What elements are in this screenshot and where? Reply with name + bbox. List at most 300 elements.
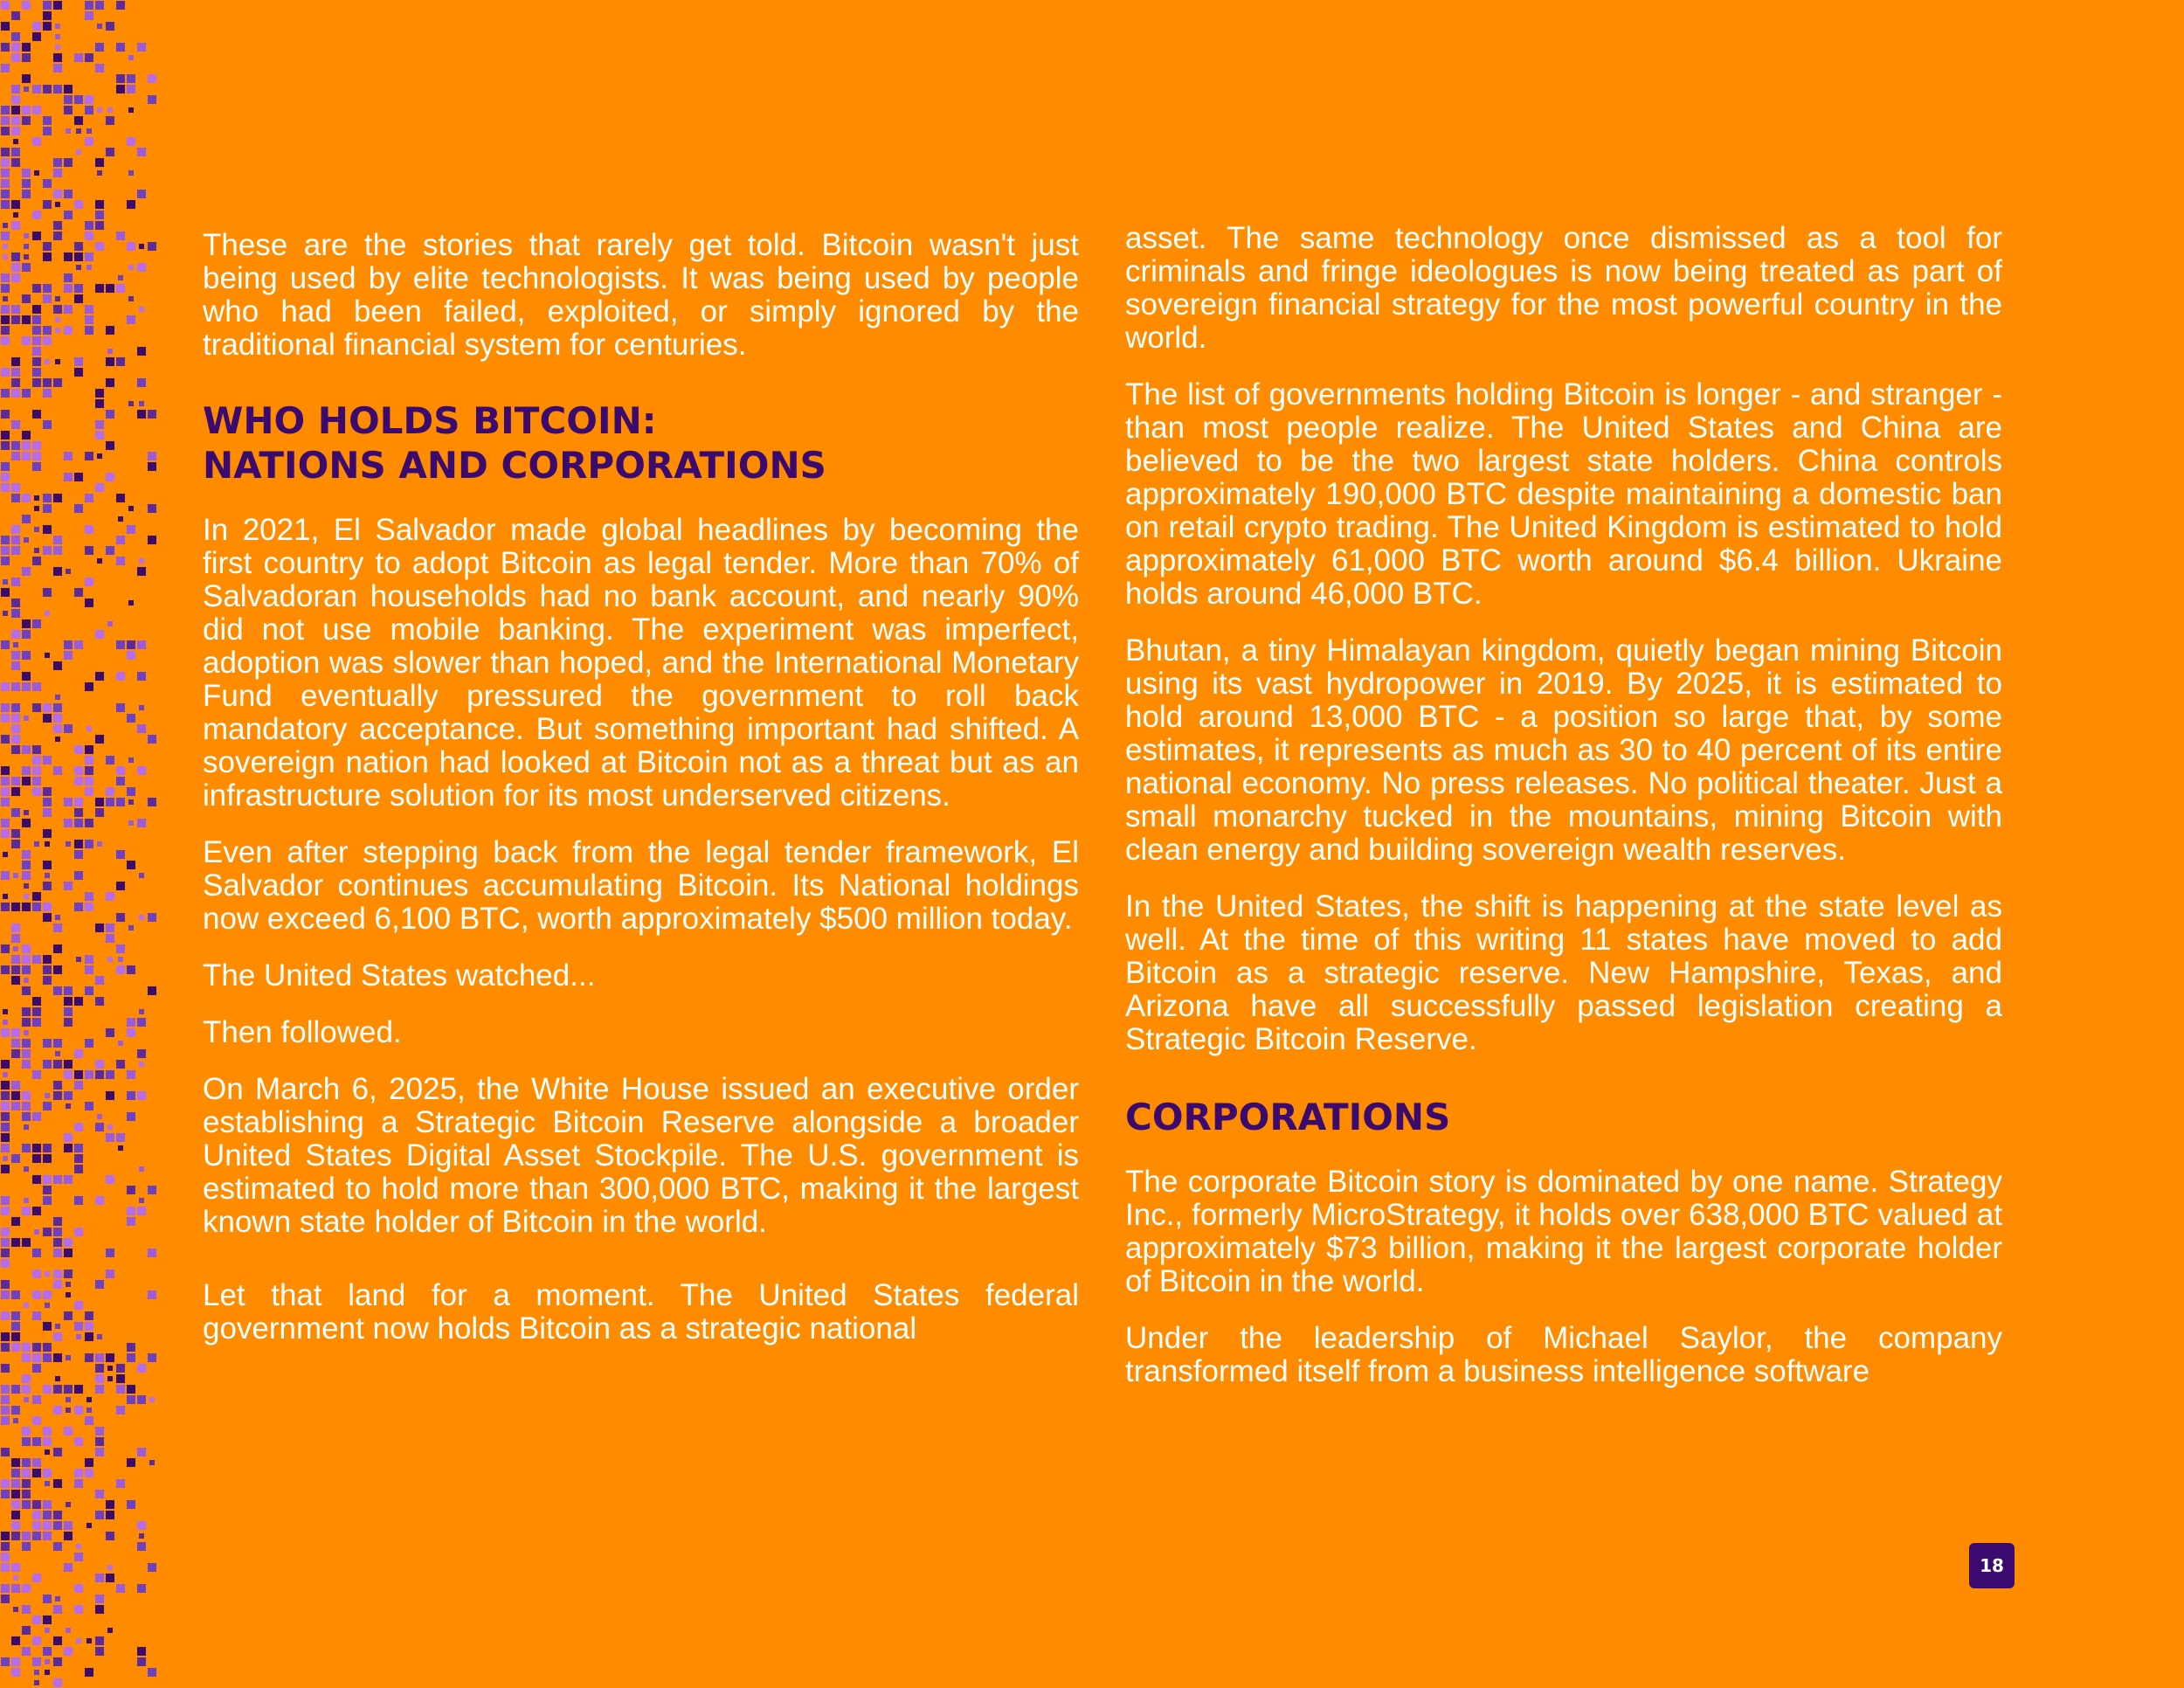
pixel-square <box>43 861 52 869</box>
pixel-square <box>45 1628 50 1633</box>
pixel-square <box>1 43 10 52</box>
pixel-square <box>148 913 156 922</box>
pixel-square <box>137 148 146 156</box>
pixel-square <box>76 1638 81 1643</box>
pixel-square <box>13 873 18 878</box>
pixel-square <box>148 95 156 104</box>
pixel-square <box>74 95 83 104</box>
pixel-square <box>127 714 135 723</box>
pixel-square <box>34 1229 39 1235</box>
pixel-square <box>32 997 41 1006</box>
pixel-square <box>137 263 146 272</box>
pixel-square <box>95 1605 104 1614</box>
pixel-square <box>64 1007 73 1016</box>
pixel-square <box>95 221 104 230</box>
pixel-square <box>32 368 41 377</box>
pixel-square <box>53 1479 62 1488</box>
pixel-square <box>11 1102 20 1110</box>
pixel-square <box>13 139 18 144</box>
pixel-square <box>1 1 10 10</box>
pixel-square <box>43 1343 52 1352</box>
pixel-square <box>11 829 20 838</box>
pixel-square <box>45 359 50 364</box>
pixel-square <box>76 1544 81 1549</box>
pixel-square <box>22 1102 31 1110</box>
pixel-square <box>86 1408 92 1413</box>
pixel-square <box>127 315 135 324</box>
pixel-square <box>137 1207 146 1215</box>
pixel-square <box>106 284 114 293</box>
pixel-square <box>45 653 50 658</box>
pixel-square <box>64 273 73 282</box>
pixel-square <box>11 1039 20 1048</box>
paragraph-el-salvador: In 2021, El Salvador made global headlines by becoming the first country to adopt Bitcoin as legal tender. More than 70% of Salvadoran households had no bank account, and nearly 90% did not use mobile banking. The experiment was imperfect, adoption was slower than hoped, and the International Monetary Fund eventually pressured the government to roll back mandatory acceptance. But something important had shifted. A sovereign nation had looked at Bitcoin not as a threat but as an infrastructure solution for its most underserved citizens. <box>203 513 1079 813</box>
pixel-square <box>43 253 52 261</box>
pixel-square <box>116 85 125 93</box>
pixel-square <box>137 724 146 733</box>
pixel-square <box>45 611 50 616</box>
pixel-square <box>148 1186 156 1194</box>
pixel-square <box>1 819 10 827</box>
pixel-square <box>32 441 41 450</box>
pixel-square <box>43 494 52 502</box>
pixel-square <box>53 378 62 387</box>
pixel-square <box>1 1332 10 1341</box>
pixel-square <box>53 1175 62 1184</box>
pixel-square <box>22 179 31 188</box>
pixel-square <box>137 1542 146 1551</box>
pixel-square <box>34 506 39 511</box>
pixel-square <box>3 296 8 301</box>
pixel-square <box>137 1647 146 1656</box>
pixel-square <box>22 53 31 62</box>
pixel-square <box>85 305 93 314</box>
pixel-square <box>32 787 41 796</box>
pixel-square <box>13 212 18 218</box>
pixel-square <box>43 1102 52 1110</box>
pixel-square <box>1 557 10 565</box>
pixel-square <box>22 1207 31 1215</box>
pixel-square <box>97 24 102 29</box>
pixel-square <box>32 1437 41 1446</box>
pixel-square <box>74 819 83 827</box>
pixel-square <box>11 1469 20 1477</box>
pixel-square <box>137 378 146 387</box>
pixel-square <box>1 1532 10 1540</box>
pixel-square <box>32 1249 41 1257</box>
pixel-square <box>1 169 10 177</box>
pixel-square <box>66 1103 71 1109</box>
pixel-square <box>43 703 52 712</box>
pixel-square <box>11 840 20 848</box>
pixel-square <box>118 1145 123 1151</box>
pixel-square <box>43 1385 52 1394</box>
pixel-square <box>11 1238 20 1247</box>
pixel-square <box>22 682 31 691</box>
pixel-square <box>64 1175 73 1184</box>
pixel-square <box>53 169 62 177</box>
pixel-square <box>1 368 10 377</box>
pixel-square <box>74 766 83 775</box>
pixel-square <box>11 1290 20 1299</box>
pixel-square <box>95 284 104 293</box>
pixel-square <box>148 74 156 83</box>
pixel-square <box>85 106 93 114</box>
pixel-square <box>11 221 20 230</box>
pixel-square <box>106 1574 114 1582</box>
pixel-square <box>85 1469 93 1477</box>
pixel-square <box>32 452 41 460</box>
pixel-square <box>11 924 20 932</box>
pixel-square <box>118 1041 123 1046</box>
pixel-square <box>116 1 125 10</box>
pixel-square <box>11 1081 20 1090</box>
pixel-square <box>13 1607 18 1612</box>
pixel-square <box>74 1437 83 1446</box>
pixel-square <box>43 85 52 93</box>
pixel-square <box>95 389 104 398</box>
pixel-square <box>95 1 104 10</box>
pixel-square <box>22 745 31 754</box>
pixel-square <box>11 53 20 62</box>
pixel-square <box>64 1133 73 1142</box>
pixel-square <box>85 326 93 335</box>
pixel-square <box>148 452 156 460</box>
pixel-square <box>32 326 41 335</box>
pixel-square <box>53 1448 62 1456</box>
pixel-square <box>64 724 73 733</box>
pixel-square <box>11 452 20 460</box>
pixel-square <box>64 651 73 660</box>
pixel-square <box>137 43 146 52</box>
pixel-square <box>148 504 156 513</box>
pixel-square <box>43 1228 52 1236</box>
pixel-square <box>22 955 31 964</box>
pixel-square <box>43 1290 52 1299</box>
pixel-square <box>74 1605 83 1614</box>
pixel-square <box>74 1049 83 1058</box>
pixel-square <box>1 1144 10 1152</box>
pixel-square <box>148 1249 156 1257</box>
pixel-square <box>22 1532 31 1540</box>
pixel-square <box>53 1 62 10</box>
pixel-square <box>32 745 41 754</box>
pixel-square <box>32 137 41 146</box>
pixel-square <box>137 190 146 198</box>
pixel-square <box>22 630 31 639</box>
pixel-square <box>32 756 41 764</box>
pixel-square <box>85 232 93 240</box>
pixel-square <box>32 305 41 314</box>
pixel-square <box>32 357 41 366</box>
pixel-square <box>74 1144 83 1152</box>
pixel-square <box>11 357 20 366</box>
pixel-square <box>127 1207 135 1215</box>
pixel-square <box>128 401 134 406</box>
pixel-square <box>76 128 81 134</box>
pixel-square <box>32 1458 41 1467</box>
pixel-square <box>64 1238 73 1247</box>
pixel-square <box>85 903 93 911</box>
pixel-square <box>127 1217 135 1226</box>
pixel-square <box>1 829 10 838</box>
pixel-square <box>1 410 10 419</box>
pixel-square <box>11 682 20 691</box>
pixel-square <box>76 1334 81 1339</box>
pixel-square <box>85 766 93 775</box>
pixel-square <box>22 494 31 502</box>
pixel-square <box>95 431 104 439</box>
pixel-square <box>74 1301 83 1310</box>
pixel-square <box>3 611 8 616</box>
pixel-square <box>55 1051 60 1056</box>
paragraph-us-states: In the United States, the shift is happening at the state level as well. At the time of this writing 11 states have moved to add Bitcoin as a strategic reserve. New Hampshire, Texas, and Arizona have all successfully passed legislation creating a Strategic Bitcoin Reserve. <box>1125 889 2002 1056</box>
pixel-square <box>85 986 93 995</box>
pixel-square <box>11 1500 20 1509</box>
pixel-square <box>127 787 135 796</box>
pixel-square <box>43 903 52 911</box>
pixel-square <box>1 1091 10 1100</box>
pixel-square <box>66 128 71 134</box>
pixel-square <box>32 682 41 691</box>
pixel-square <box>85 578 93 586</box>
pixel-square <box>11 389 20 398</box>
pixel-square <box>1 389 10 398</box>
pixel-square <box>43 808 52 817</box>
pixel-square <box>107 621 113 626</box>
pixel-square <box>11 1458 20 1467</box>
pixel-square <box>127 74 135 83</box>
pixel-square <box>1 1395 10 1404</box>
pixel-square <box>64 986 73 995</box>
pixel-square <box>106 410 114 419</box>
pixel-square <box>1 273 10 282</box>
pixel-square <box>22 619 31 628</box>
pixel-square <box>137 1395 146 1404</box>
pixel-square <box>22 777 31 785</box>
pixel-square <box>116 1133 125 1142</box>
pixel-square <box>22 116 31 125</box>
pixel-square <box>43 1144 52 1152</box>
pixel-square <box>74 253 83 261</box>
pixel-square <box>116 640 125 649</box>
pixel-square <box>53 1353 62 1362</box>
pixel-square <box>22 672 31 681</box>
pixel-square <box>95 735 104 744</box>
pixel-square <box>116 882 125 890</box>
pixel-square <box>95 158 104 167</box>
pixel-square <box>34 170 39 176</box>
pixel-square <box>116 965 125 974</box>
pixel-square <box>116 703 125 712</box>
pixel-square <box>137 1091 146 1100</box>
pixel-square <box>116 557 125 565</box>
pixel-square <box>11 735 20 744</box>
pixel-square <box>106 924 114 932</box>
pixel-square <box>32 766 41 775</box>
pixel-square <box>97 1114 102 1119</box>
pixel-square <box>127 1070 135 1079</box>
pixel-square <box>43 326 52 335</box>
pixel-square <box>32 1500 41 1509</box>
pixel-square <box>45 873 50 878</box>
pixel-square <box>11 1532 20 1540</box>
pixel-square <box>127 861 135 869</box>
pixel-square <box>11 1584 20 1593</box>
pixel-square <box>1 777 10 785</box>
paragraph-el-salvador-holdings: Even after stepping back from the legal tender framework, El Salvador continues accumulating Bitcoin. Its National holdings now exceed 6,100 BTC, worth approximately $500 million today. <box>203 835 1079 936</box>
pixel-square <box>11 1668 20 1677</box>
pixel-square <box>34 548 39 553</box>
pixel-square <box>53 1332 62 1341</box>
pixel-square <box>32 106 41 114</box>
pixel-square <box>74 840 83 848</box>
pixel-square <box>11 598 20 607</box>
pixel-square <box>137 410 146 419</box>
pixel-square <box>11 1311 20 1320</box>
pixel-square <box>32 315 41 324</box>
pixel-square <box>95 1437 104 1446</box>
pixel-square <box>128 600 134 605</box>
pixel-square <box>64 1532 73 1540</box>
pixel-square <box>32 1615 41 1624</box>
pixel-square <box>85 777 93 785</box>
pixel-square <box>11 1154 20 1163</box>
pixel-square <box>1 1385 10 1394</box>
pixel-square <box>32 1269 41 1278</box>
paragraph-governments-list: The list of governments holding Bitcoin is longer - and stranger - than most people realize. The United States and China are believed to be the two largest state holders. China controls approximately 190,000 BTC despite maintaining a domestic ban on retail crypto trading. The United Kingdom is estimated to hold approximately 61,000 BTC worth around $6.4 billion. Ukraine holds around 46,000 BTC. <box>1125 377 2002 611</box>
pixel-square <box>106 357 114 366</box>
pixel-square <box>95 1636 104 1645</box>
pixel-square <box>95 1123 104 1131</box>
pixel-square <box>24 978 29 983</box>
pixel-square <box>3 852 8 857</box>
pixel-square <box>1 787 10 796</box>
pixel-square <box>106 378 114 387</box>
pixel-square <box>1 315 10 324</box>
pixel-square <box>127 640 135 649</box>
pixel-square <box>64 305 73 314</box>
pixel-square <box>11 1521 20 1530</box>
pixel-square <box>32 1018 41 1027</box>
pixel-square <box>34 841 39 847</box>
pixel-square <box>53 1542 62 1551</box>
pixel-square <box>66 1282 71 1287</box>
pixel-square <box>85 745 93 754</box>
pixel-square <box>118 957 123 962</box>
pixel-square <box>74 294 83 303</box>
pixel-square <box>85 787 93 796</box>
pixel-square <box>55 695 60 700</box>
pixel-square <box>1 1238 10 1247</box>
pixel-square <box>53 305 62 314</box>
pixel-square <box>95 997 104 1006</box>
pixel-square <box>11 420 20 429</box>
pixel-square <box>85 819 93 827</box>
pixel-square <box>53 1249 62 1257</box>
right-column <box>1125 222 2002 1412</box>
pixel-square <box>127 1343 135 1352</box>
pixel-square <box>74 284 83 293</box>
pixel-square <box>74 997 83 1006</box>
pixel-square <box>43 504 52 513</box>
pixel-square <box>64 1018 73 1027</box>
pixel-square <box>53 567 62 576</box>
pixel-square <box>74 116 83 125</box>
pixel-square <box>1 640 10 649</box>
pixel-square <box>64 1647 73 1656</box>
pixel-square <box>43 389 52 398</box>
pixel-square <box>116 1060 125 1069</box>
pixel-square <box>95 211 104 219</box>
pixel-square <box>53 1636 62 1645</box>
pixel-square <box>53 986 62 995</box>
pixel-square <box>85 1322 93 1331</box>
pixel-square <box>1 1060 10 1069</box>
pixel-square <box>53 714 62 723</box>
pixel-square <box>107 1124 113 1130</box>
pixel-square <box>45 1449 50 1455</box>
pixel-square <box>106 148 114 156</box>
pixel-square <box>95 1490 104 1498</box>
pixel-square <box>149 1460 155 1465</box>
pixel-square <box>22 819 31 827</box>
pixel-square <box>32 1395 41 1404</box>
pixel-square <box>53 158 62 167</box>
pixel-square <box>43 1647 52 1656</box>
pixel-square <box>106 546 114 555</box>
pixel-square <box>22 1500 31 1509</box>
pixel-square <box>85 1102 93 1110</box>
pixel-square <box>97 107 102 113</box>
pixel-square <box>43 378 52 387</box>
pixel-square <box>55 317 60 322</box>
pixel-square <box>43 1500 52 1509</box>
pixel-square <box>43 1353 52 1362</box>
pixel-square <box>11 494 20 502</box>
pixel-square <box>64 882 73 890</box>
pixel-square <box>32 347 41 356</box>
pixel-square <box>11 1490 20 1498</box>
pixel-square <box>85 221 93 230</box>
pixel-square <box>139 915 144 920</box>
pixel-square <box>107 1565 113 1570</box>
pixel-square <box>13 642 18 647</box>
pixel-square <box>45 1481 50 1486</box>
pixel-square <box>1 441 10 450</box>
pixel-square <box>116 284 125 293</box>
pixel-square <box>127 965 135 974</box>
pixel-square <box>116 1479 125 1488</box>
pixel-square <box>66 569 71 574</box>
pixel-square <box>116 850 125 859</box>
pixel-square <box>95 1364 104 1373</box>
pixel-square <box>32 1574 41 1582</box>
pixel-square <box>64 284 73 293</box>
pixel-square <box>55 296 60 301</box>
pixel-square <box>128 265 134 270</box>
pixel-square <box>11 11 20 20</box>
pixel-square <box>1 1490 10 1498</box>
pixel-square <box>1 536 10 544</box>
pixel-square <box>1 1563 10 1572</box>
pixel-square <box>3 579 8 585</box>
pixel-square <box>53 190 62 198</box>
pixel-square <box>43 336 52 345</box>
pixel-square <box>32 1070 41 1079</box>
pixel-square <box>32 232 41 240</box>
pixel-square <box>11 787 20 796</box>
